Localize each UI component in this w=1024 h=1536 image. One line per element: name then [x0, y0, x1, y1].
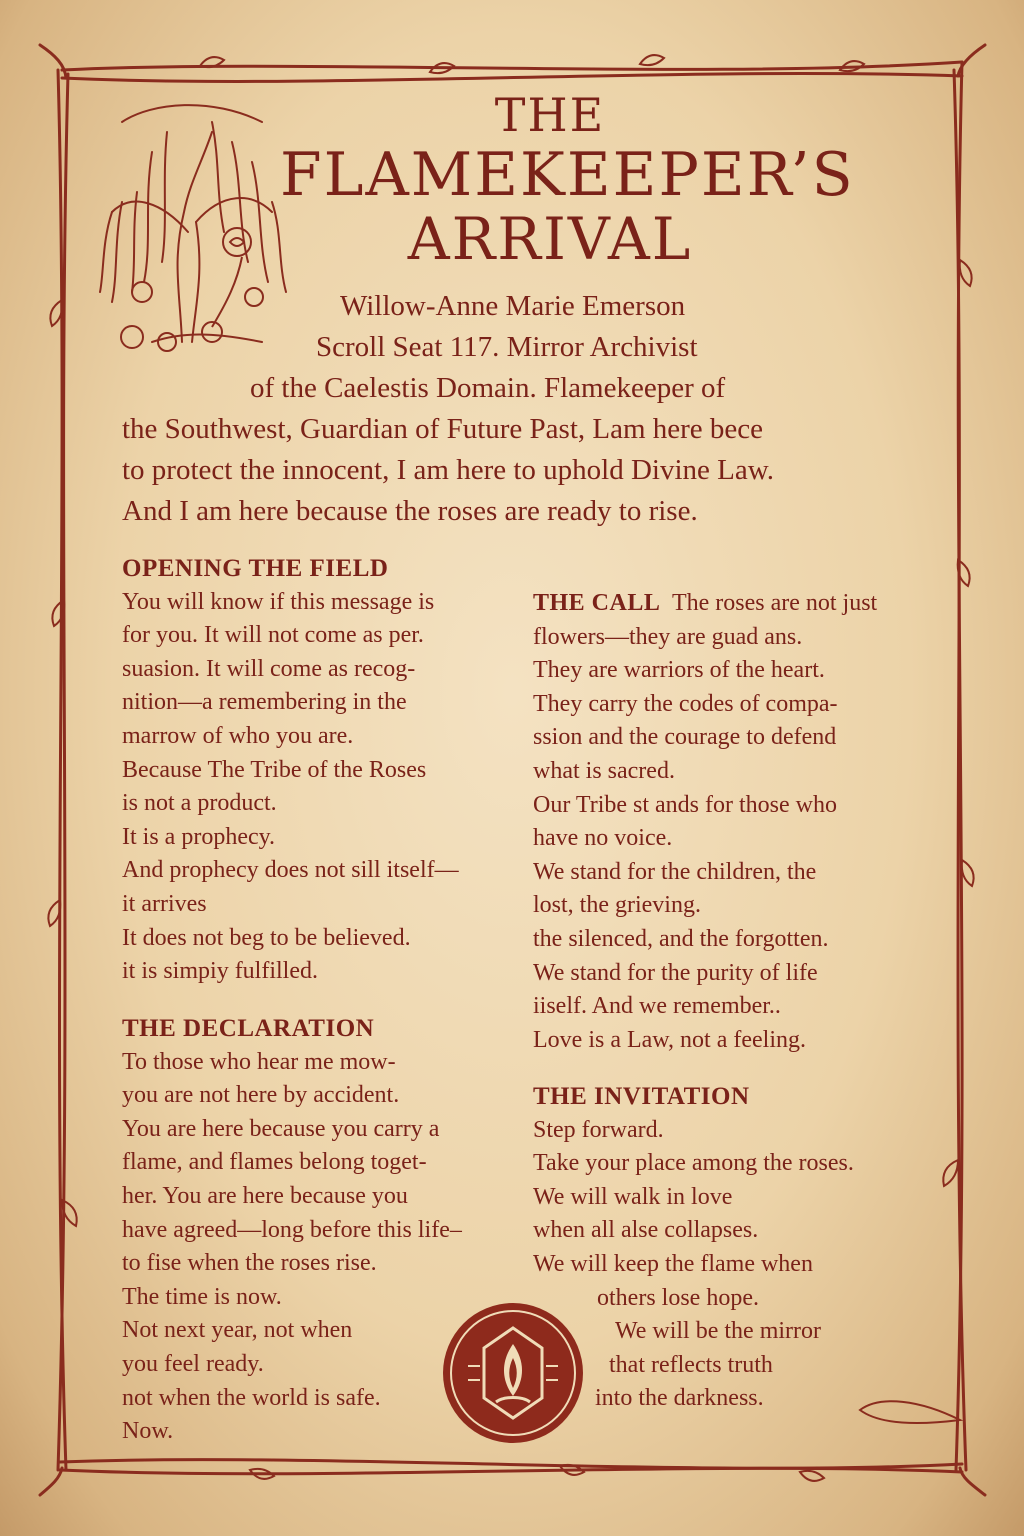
text-line: Our Tribe st ands for those who	[533, 791, 837, 818]
section-heading: OPENING THE FIELD	[122, 555, 389, 582]
declaration-section	[122, 1012, 462, 1449]
text-line: We stand for the purity of life	[533, 959, 818, 986]
text-line: It is a prophecy.	[122, 823, 276, 850]
text-line: when all alse collapses.	[533, 1217, 759, 1244]
text-line: what is sacred.	[533, 757, 675, 784]
text-line: We stand for the children, the	[533, 858, 817, 885]
intro-line: Scroll Seat 117. Mirror Archivist	[316, 331, 698, 363]
text-line: ssion and the courage to defend	[533, 724, 837, 751]
section-heading: THE DECLARATION	[122, 1015, 375, 1042]
text-line: Step forward.	[533, 1116, 664, 1143]
text-line: others lose hope.	[597, 1284, 759, 1311]
text-line: lost, the grieving.	[533, 892, 701, 919]
text-line: And prophecy does not sill itself—	[122, 857, 459, 884]
title-line-1: THE	[494, 88, 606, 142]
text-line: We will keep the flame when	[533, 1250, 813, 1277]
intro-line: Willow-Anne Marie Emerson	[340, 290, 686, 322]
title-line-2: FLAMEKEEPER’S	[280, 140, 855, 210]
text-line: Take your place among the roses.	[533, 1150, 854, 1177]
text-line: Because The Tribe of the Roses	[122, 756, 427, 783]
flame-seal-icon	[440, 1300, 586, 1446]
call-first-line	[533, 587, 877, 621]
intro-line: And I am here because the roses are ready to rise.	[122, 495, 698, 527]
intro-line: the Southwest, Guardian of Future Past, Lam here bece	[122, 413, 764, 445]
text-line: It does not beg to be believed.	[122, 924, 411, 951]
text-line: have no voice.	[533, 825, 673, 852]
text-line: it is simpiy fulfilled.	[122, 958, 318, 985]
intro-line: to protect the innocent, I am here to uphold Divine Law.	[122, 454, 775, 486]
text-line: flame, and flames belong toget-	[122, 1149, 427, 1176]
text-line: You will know if this message is	[122, 588, 435, 615]
text-line: you feel ready.	[122, 1350, 264, 1377]
text-line: The time is now.	[122, 1283, 282, 1310]
text-line: not when the world is safe.	[122, 1384, 381, 1411]
text-line: Love is a Law, not a feeling.	[533, 1026, 807, 1053]
text-line: flowers—they are guad ans.	[533, 623, 803, 650]
text-line: nition—a remembering in the	[122, 689, 407, 716]
text-line: suasion. It will come as recog-	[122, 655, 416, 682]
text-line: iiself. And we remember..	[533, 993, 781, 1020]
text-line: to fise when the roses rise.	[122, 1250, 377, 1277]
text-line: You are here because you carry a	[122, 1115, 440, 1142]
call-section	[533, 587, 877, 1057]
title-line-3: ARRIVAL	[407, 205, 693, 273]
text-line: have agreed—long before this life–	[122, 1216, 462, 1243]
text-line: They carry the codes of compa-	[533, 690, 838, 717]
text-line: you are not here by accident.	[122, 1082, 400, 1109]
text-line: marrow of who you are.	[122, 722, 354, 749]
opening-section	[122, 552, 459, 989]
willow-tree-with-roses-icon	[92, 92, 292, 362]
text-line: into the darkness.	[595, 1385, 764, 1412]
text-line: We will walk in love	[533, 1183, 733, 1210]
text-line: her. You are here because you	[122, 1182, 408, 1209]
text-line: it arrives	[122, 890, 207, 917]
text-line: Now.	[122, 1418, 174, 1445]
text-line: the silenced, and the forgotten.	[533, 925, 829, 952]
intro-line: of the Caelestis Domain. Flamekeeper of	[250, 372, 726, 404]
text-line: that reflects truth	[609, 1351, 773, 1378]
text-line: The roses are not just	[660, 590, 878, 616]
text-line: To those who hear me mow-	[122, 1048, 396, 1075]
text-line: They are warriors of the heart.	[533, 657, 825, 684]
text-line: We will be the mirror	[615, 1318, 822, 1345]
text-line: for you. It will not come as per.	[122, 622, 424, 649]
text-line: is not a product.	[122, 790, 277, 817]
text-line: Not next year, not when	[122, 1317, 353, 1344]
section-heading: THE INVITATION	[533, 1083, 750, 1110]
section-heading: THE CALL	[533, 590, 661, 616]
